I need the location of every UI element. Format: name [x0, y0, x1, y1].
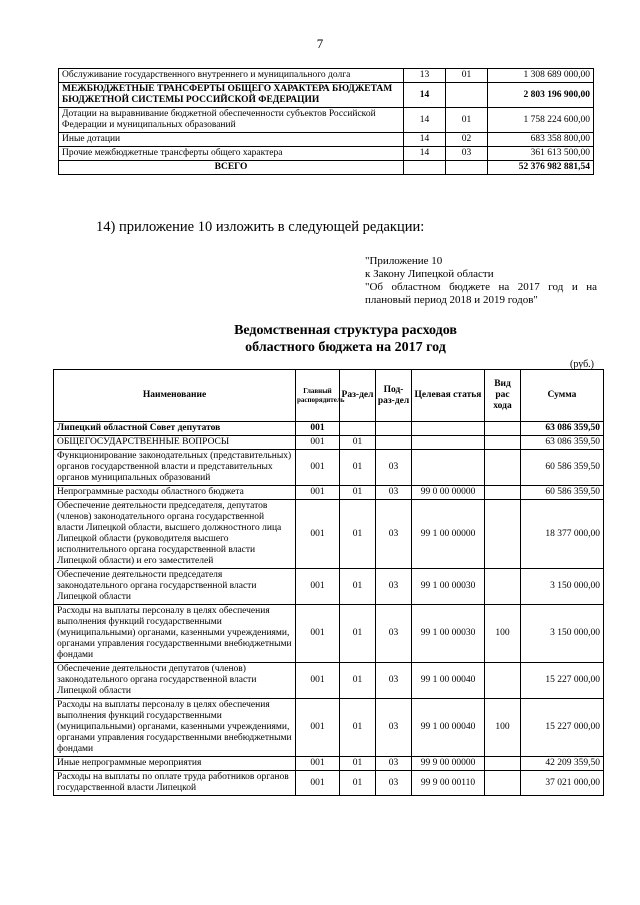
row-razdel: 14	[404, 147, 446, 161]
row-vid	[485, 663, 521, 699]
row-razdel: 01	[340, 771, 376, 796]
table-row	[54, 436, 604, 450]
row-glavny: 001	[296, 569, 340, 605]
top-table-body	[59, 69, 594, 161]
row-podrazdel: 03	[376, 500, 412, 569]
row-razdel: 01	[340, 486, 376, 500]
row-name: ОБЩЕГОСУДАРСТВЕННЫЕ ВОПРОСЫ	[54, 436, 296, 450]
title-line: Ведомственная структура расходов	[234, 323, 457, 338]
row-vid	[485, 500, 521, 569]
row-razdel: 01	[340, 569, 376, 605]
row-razdel: 01	[340, 450, 376, 486]
table-row	[54, 605, 604, 663]
table-row	[59, 147, 594, 161]
row-podrazdel: 03	[376, 699, 412, 757]
row-podrazdel: 03	[376, 569, 412, 605]
row-podrazdel	[376, 422, 412, 436]
row-razdel: 01	[340, 500, 376, 569]
row-glavny: 001	[296, 699, 340, 757]
table-row	[59, 108, 594, 133]
row-razdel: 14	[404, 133, 446, 147]
table-row	[54, 422, 604, 436]
row-name: Иные непрограммные мероприятия	[54, 757, 296, 771]
row-celevaya: 99 1 00 00040	[412, 663, 485, 699]
header-razdel: Раз-дел	[340, 370, 376, 422]
row-name: Расходы на выплаты персоналу в целях обеспечения выполнения функций государственными (муниципальными) органами, казенными учреждениями, органами управления государственными внебюджетными фондами	[54, 605, 296, 663]
row-name: Непрограммные расходы областного бюджета	[54, 486, 296, 500]
total-empty-cell	[446, 161, 488, 175]
page-number: 7	[316, 36, 324, 51]
appendix-line: "Об областном бюджете на 2017 год и на	[365, 281, 597, 293]
header-name: Наименование	[54, 370, 296, 422]
row-glavny: 001	[296, 663, 340, 699]
row-glavny: 001	[296, 605, 340, 663]
row-celevaya: 99 1 00 00000	[412, 500, 485, 569]
row-celevaya	[412, 422, 485, 436]
row-name: Расходы на выплаты персоналу в целях обеспечения выполнения функций государственными (муниципальными) органами, казенными учреждениями, органами управления государственными внебюджетными фондами	[54, 699, 296, 757]
row-name: Прочие межбюджетные трансферты общего характера	[59, 147, 404, 161]
row-razdel: 14	[404, 83, 446, 108]
row-glavny: 001	[296, 436, 340, 450]
row-celevaya: 99 9 00 00110	[412, 771, 485, 796]
row-razdel: 14	[404, 108, 446, 133]
row-name: МЕЖБЮДЖЕТНЫЕ ТРАНСФЕРТЫ ОБЩЕГО ХАРАКТЕРА БЮДЖЕТАМ БЮДЖЕТНОЙ СИСТЕМЫ РОССИЙСКОЙ ФЕДЕРАЦИИ	[59, 83, 404, 108]
row-sum: 1 308 689 000,00	[488, 69, 594, 83]
expenditure-table	[53, 369, 604, 796]
row-name: Функционирование законодательных (представительных) органов государственной власти и представительных органов муниципальных образований	[54, 450, 296, 486]
header-celevaya: Целевая статья	[412, 370, 485, 422]
row-name: Обеспечение деятельности председателя, депутатов (членов) законодательного органа государственной власти Липецкой области, высшего должностного лица Липецкой области (руководителя высшего исполнительного органа государственной власти Липецкой области) и его заместителей	[54, 500, 296, 569]
table-row	[59, 133, 594, 147]
row-name: Липецкий областной Совет депутатов	[54, 422, 296, 436]
row-sum: 361 613 500,00	[488, 147, 594, 161]
row-celevaya: 99 0 00 00000	[412, 486, 485, 500]
row-podrazdel: 02	[446, 133, 488, 147]
row-sum: 63 086 359,50	[521, 422, 604, 436]
appendix-line: к Закону Липецкой области	[365, 268, 494, 280]
row-podrazdel	[376, 436, 412, 450]
row-sum: 15 227 000,00	[521, 663, 604, 699]
table-row	[59, 69, 594, 83]
document-title	[58, 322, 633, 356]
expenditure-table-body	[54, 422, 604, 796]
row-razdel: 13	[404, 69, 446, 83]
table-row	[54, 699, 604, 757]
row-podrazdel: 03	[376, 771, 412, 796]
table-row	[54, 500, 604, 569]
row-sum: 3 150 000,00	[521, 569, 604, 605]
row-razdel: 01	[340, 757, 376, 771]
row-vid: 100	[485, 605, 521, 663]
total-row	[59, 161, 594, 175]
row-name: Иные дотации	[59, 133, 404, 147]
row-vid	[485, 486, 521, 500]
row-sum: 18 377 000,00	[521, 500, 604, 569]
row-name: Расходы на выплаты по оплате труда работников органов государственной власти Липецкой	[54, 771, 296, 796]
row-sum: 3 150 000,00	[521, 605, 604, 663]
row-podrazdel: 01	[446, 108, 488, 133]
appendix-line: "Приложение 10	[365, 255, 443, 267]
row-razdel: 01	[340, 699, 376, 757]
row-sum: 37 021 000,00	[521, 771, 604, 796]
header-summa: Сумма	[521, 370, 604, 422]
row-vid	[485, 450, 521, 486]
header-vid: Вид рас хода	[485, 370, 521, 422]
row-podrazdel: 03	[376, 663, 412, 699]
table-row	[54, 757, 604, 771]
row-celevaya: 99 9 00 00000	[412, 757, 485, 771]
row-razdel: 01	[340, 663, 376, 699]
row-glavny: 001	[296, 500, 340, 569]
top-budget-table	[58, 68, 594, 175]
row-glavny: 001	[296, 422, 340, 436]
row-sum: 42 209 359,50	[521, 757, 604, 771]
row-podrazdel: 03	[446, 147, 488, 161]
title-line: областного бюджета на 2017 год	[245, 340, 446, 355]
row-celevaya	[412, 436, 485, 450]
row-name: Обеспечение деятельности председателя законодательного органа государственной власти Липецкой области	[54, 569, 296, 605]
row-sum: 60 586 359,50	[521, 450, 604, 486]
table-row	[54, 486, 604, 500]
table-row	[54, 663, 604, 699]
row-glavny: 001	[296, 450, 340, 486]
row-name: Обслуживание государственного внутреннего и муниципального долга	[59, 69, 404, 83]
row-podrazdel: 03	[376, 486, 412, 500]
table-header-row	[54, 370, 604, 422]
row-vid	[485, 771, 521, 796]
header-podrazdel: Под-раз-дел	[376, 370, 412, 422]
row-podrazdel: 03	[376, 450, 412, 486]
row-podrazdel	[446, 83, 488, 108]
row-podrazdel: 03	[376, 605, 412, 663]
row-sum: 2 803 196 900,00	[488, 83, 594, 108]
appendix-header	[365, 255, 597, 307]
row-razdel: 01	[340, 436, 376, 450]
row-celevaya: 99 1 00 00030	[412, 569, 485, 605]
table-row	[54, 771, 604, 796]
row-vid	[485, 569, 521, 605]
row-razdel	[340, 422, 376, 436]
total-empty-cell	[404, 161, 446, 175]
total-sum: 52 376 982 881,54	[488, 161, 594, 175]
row-celevaya: 99 1 00 00040	[412, 699, 485, 757]
row-glavny: 001	[296, 771, 340, 796]
row-sum: 15 227 000,00	[521, 699, 604, 757]
table-row	[59, 83, 594, 108]
row-vid: 100	[485, 699, 521, 757]
row-glavny: 001	[296, 486, 340, 500]
row-sum: 1 758 224 600,00	[488, 108, 594, 133]
row-vid	[485, 757, 521, 771]
table-row	[54, 569, 604, 605]
total-label: ВСЕГО	[59, 161, 404, 175]
row-sum: 63 086 359,50	[521, 436, 604, 450]
row-celevaya: 99 1 00 00030	[412, 605, 485, 663]
appendix-line: плановый период 2018 и 2019 годов"	[365, 294, 538, 306]
row-sum: 683 358 800,00	[488, 133, 594, 147]
row-podrazdel: 03	[376, 757, 412, 771]
row-celevaya	[412, 450, 485, 486]
unit-label: (руб.)	[570, 359, 594, 370]
row-name: Обеспечение деятельности депутатов (членов) законодательного органа государственной власти Липецкой области	[54, 663, 296, 699]
row-glavny: 001	[296, 757, 340, 771]
row-vid	[485, 422, 521, 436]
header-glavny: Главный распорядитель	[296, 370, 340, 422]
row-podrazdel: 01	[446, 69, 488, 83]
row-vid	[485, 436, 521, 450]
row-name: Дотации на выравнивание бюджетной обеспеченности субъектов Российской Федерации и муниципальных образований	[59, 108, 404, 133]
row-sum: 60 586 359,50	[521, 486, 604, 500]
row-razdel: 01	[340, 605, 376, 663]
instruction-text: 14) приложение 10 изложить в следующей редакции:	[96, 219, 425, 235]
table-row	[54, 450, 604, 486]
